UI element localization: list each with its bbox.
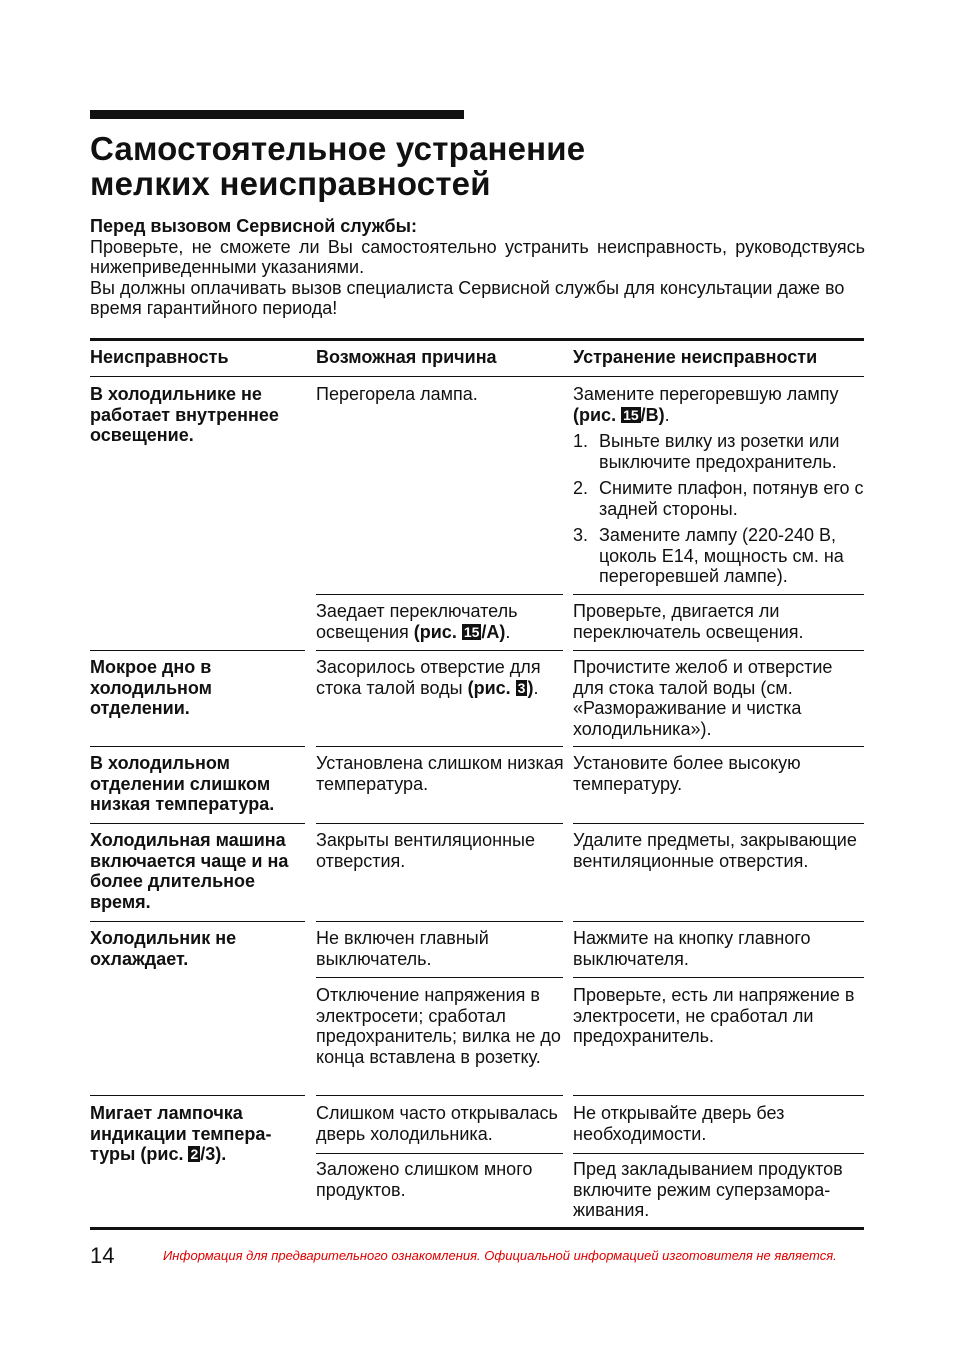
cause-text: Заедает переключатель освещения xyxy=(316,601,518,642)
fault-cell: В холодильном отделении слишком низкая температура. xyxy=(90,753,275,814)
fix-cell: Прочистите желоб и отверстие для стока талой воды (см. «Размораживание и чистка холодильника»). xyxy=(573,657,833,739)
cause-cell: Слишком часто открывалась дверь холодильника. xyxy=(316,1103,558,1144)
figure-ref: /B) xyxy=(640,404,665,425)
row-rule xyxy=(573,977,864,978)
page-title xyxy=(90,131,585,201)
fix-cell: Не открывайте дверь без необходимости. xyxy=(573,1103,785,1144)
row-rule xyxy=(316,977,563,978)
cause-cell: Установлена слишком низкая температура. xyxy=(316,753,564,794)
intro xyxy=(90,216,865,319)
row-rule xyxy=(573,650,864,651)
step-item xyxy=(573,431,865,472)
figure-number-badge: 3 xyxy=(517,679,526,696)
row-rule xyxy=(90,746,305,747)
figure-number-badge: 15 xyxy=(623,406,639,423)
fault-cell: Холодильник не охлаждает. xyxy=(90,928,237,969)
cause-text: . xyxy=(533,677,539,698)
step-number: 1. xyxy=(573,431,589,451)
figure-ref: (рис. xyxy=(140,1144,189,1164)
step-number: 2. xyxy=(573,478,589,498)
cause-cell: Перегорела лампа. xyxy=(316,384,478,404)
row-rule xyxy=(90,921,305,922)
table-bottom-rule xyxy=(90,1227,864,1230)
title-line: мелких неисправностей xyxy=(90,165,491,202)
fix-cell: Пред закладыванием продуктов включите режим суперзамораживания. xyxy=(573,1159,843,1220)
fault-cell: Мокрое дно в холодильном отделении. xyxy=(90,657,213,718)
steps-list xyxy=(573,431,865,587)
column-header: Возможная причина xyxy=(316,347,497,367)
row-rule xyxy=(316,1095,563,1096)
step-text: Снимите плафон, потянув его с задней стороны. xyxy=(599,478,864,519)
intro-paragraph: Вы должны оплачивать вызов специалиста Сервисной службы для консультации даже во время гарантийного периода! xyxy=(90,277,845,318)
header-rule xyxy=(90,376,864,377)
figure-ref: /3). xyxy=(200,1144,227,1164)
fault-cell xyxy=(90,1103,305,1165)
cause-cell xyxy=(316,657,564,698)
row-rule xyxy=(316,1153,563,1154)
row-rule xyxy=(316,594,563,595)
figure-number-badge: 2 xyxy=(190,1146,199,1162)
row-rule xyxy=(316,921,563,922)
fix-cell: Проверьте, есть ли напряжение в электросети, не сработал ли предохранитель. xyxy=(573,985,855,1046)
step-number: 3. xyxy=(573,525,589,545)
row-rule xyxy=(90,650,305,651)
row-rule xyxy=(90,1095,305,1096)
step-item xyxy=(573,478,865,519)
cause-cell xyxy=(316,601,564,642)
figure-ref: (рис. xyxy=(573,404,622,425)
figure-ref: (рис. xyxy=(467,677,516,698)
figure-number-badge: 15 xyxy=(463,623,480,640)
step-item xyxy=(573,525,865,587)
fault-cell: Холодильная машина включается чаще и на более длительное время. xyxy=(90,830,289,912)
row-rule xyxy=(573,594,864,595)
fix-cell: Установите более высокую температуру. xyxy=(573,753,801,794)
fix-text: . xyxy=(664,404,670,425)
row-rule xyxy=(573,823,864,824)
fix-cell: Нажмите на кнопку главного выключателя. xyxy=(573,928,811,969)
row-rule xyxy=(573,1153,864,1154)
column-header: Неисправность xyxy=(90,347,229,367)
intro-heading: Перед вызовом Сервисной службы: xyxy=(90,216,417,236)
table-top-rule xyxy=(90,338,864,341)
figure-ref: (рис. xyxy=(413,621,462,642)
row-rule xyxy=(573,1095,864,1096)
cause-text: Засорилось отверстие для стока талой воды xyxy=(316,657,541,698)
cause-cell: Не включен главный выключатель. xyxy=(316,928,489,969)
cause-text: . xyxy=(505,621,511,642)
fix-cell: Проверьте, двигается ли переключатель освещения. xyxy=(573,601,804,642)
figure-ref: /A) xyxy=(481,621,506,642)
step-text: Выньте вилку из розетки или выключите предохранитель. xyxy=(599,431,840,472)
fix-cell xyxy=(573,384,865,593)
title-rule xyxy=(90,110,464,119)
intro-paragraph: Проверьте, не сможете ли Вы самостоятельно устранить неисправность, руководствуясь нижеприведенными указаниями. xyxy=(90,236,865,277)
page-number: 14 xyxy=(90,1243,115,1268)
fix-cell: Удалите предметы, закрывающие вентиляционные отверстия. xyxy=(573,830,857,871)
column-header: Устранение неисправности xyxy=(573,347,818,367)
row-rule xyxy=(316,650,563,651)
cause-cell: Закрыты вентиляционные отверстия. xyxy=(316,830,535,871)
row-rule xyxy=(316,823,563,824)
row-rule xyxy=(573,746,864,747)
fault-text: Мигает лампочка индикации температуры xyxy=(90,1103,272,1164)
figure-ref: ) xyxy=(527,677,534,698)
fault-cell: В холодильнике не работает внутреннее освещение. xyxy=(90,384,279,445)
disclaimer-notice: Информация для предварительного ознакомления. Официальной информацией изготовителя не является. xyxy=(163,1248,837,1263)
row-rule xyxy=(90,823,305,824)
step-text: Замените лампу (220-240 В, цоколь E14, мощность см. на перегоревшей лампе). xyxy=(599,525,844,586)
cause-cell: Заложено слишком много продуктов. xyxy=(316,1159,533,1200)
cause-cell: Отключение напряжения в электросети; сработал предохранитель; вилка не до конца вставлена в розетку. xyxy=(316,985,561,1067)
fix-text: Замените перегоревшую лампу xyxy=(573,384,839,404)
row-rule xyxy=(316,746,563,747)
row-rule xyxy=(573,921,864,922)
title-line: Самостоятельное устранение xyxy=(90,130,586,167)
